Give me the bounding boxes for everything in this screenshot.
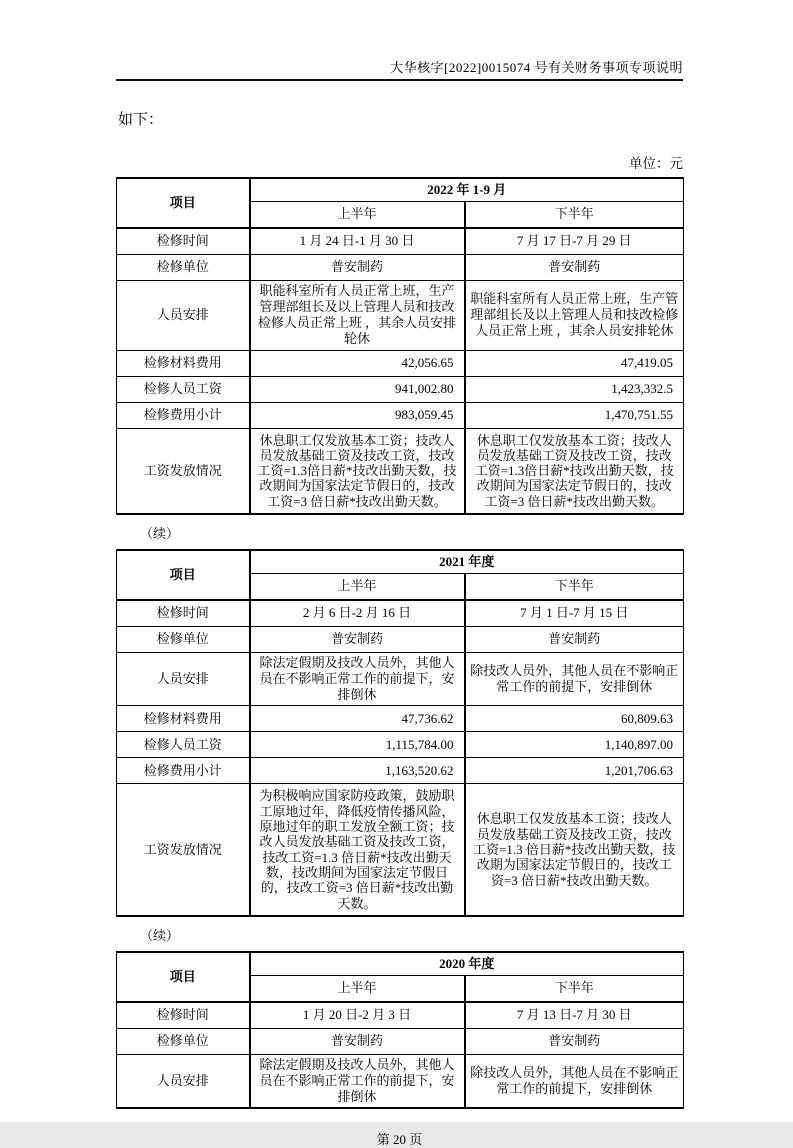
period-header: 2022 年 1-9 月 — [250, 178, 684, 201]
cell-first-half: 为积极响应国家防疫政策，鼓励职工原地过年，降低疫情传播风险，原地过年的职工发放全额工资；技改人员发放基础工资及技改工资，技改工资=1.3 倍日薪*技改出勤天数，技改期间为国家法定节假日的，技改工资=3 倍日薪*技改出勤天数。 — [250, 784, 465, 916]
cell-second-half-amount: 60,809.63 — [465, 706, 684, 732]
cell-second-half-amount: 1,201,706.63 — [465, 758, 684, 784]
row-label: 检修时间 — [117, 228, 250, 254]
page-number: 第 20 页 — [376, 1132, 423, 1148]
continued-label: （续） — [140, 928, 180, 944]
cell-first-half: 2 月 6 日-2 月 16 日 — [250, 600, 465, 626]
table-row-maintenance-time — [117, 228, 684, 254]
cell-second-half: 7 月 13 日-7 月 30 日 — [465, 1002, 684, 1028]
row-label: 检修人员工资 — [117, 376, 250, 402]
cell-first-half: 普安制药 — [250, 626, 465, 652]
row-label: 检修时间 — [117, 600, 250, 626]
cell-second-half: 休息职工仅发放基本工资；技改人员发放基础工资及技改工资，技改工资=1.3倍日薪*技改出勤天数，技改期间为国家法定节假日的，技改工资=3 倍日薪*技改出勤天数。 — [465, 428, 684, 514]
column-header-second-half: 下半年 — [465, 573, 684, 600]
row-label: 检修人员工资 — [117, 732, 250, 758]
cell-second-half: 普安制药 — [465, 626, 684, 652]
column-header-second-half: 下半年 — [465, 975, 684, 1002]
document-header-title: 大华核字[2022]0015074 号有关财务事项专项说明 — [116, 57, 683, 81]
cell-first-half-amount: 1,115,784.00 — [250, 732, 465, 758]
cell-first-half-amount: 1,163,520.62 — [250, 758, 465, 784]
cell-first-half-amount: 47,736.62 — [250, 706, 465, 732]
cell-first-half: 1 月 20 日-2 月 3 日 — [250, 1002, 465, 1028]
table-row-maintenance-unit — [117, 626, 684, 652]
row-label: 检修费用小计 — [117, 402, 250, 428]
table-row-maintenance-unit — [117, 254, 684, 280]
table-row-maintenance-time — [117, 1002, 684, 1028]
column-header-item: 项目 — [117, 550, 250, 600]
unit-label: 单位：元 — [629, 156, 683, 171]
table-row-maintenance-unit — [117, 1028, 684, 1054]
table-header-row — [117, 952, 684, 975]
column-header-first-half: 上半年 — [250, 975, 465, 1002]
cell-second-half: 休息职工仅发放基本工资；技改人员发放基础工资及技改工资，技改工资=1.3 倍日薪*技改出勤天数，技改期为国家法定节假日的，技改工资=3 倍日薪*技改出勤天数。 — [465, 784, 684, 916]
table-row-wage-payment — [117, 784, 684, 916]
cell-second-half-amount: 1,423,332.5 — [465, 376, 684, 402]
row-label: 人员安排 — [117, 280, 250, 350]
cell-first-half: 普安制药 — [250, 1028, 465, 1054]
row-label: 检修材料费用 — [117, 350, 250, 376]
row-label: 检修材料费用 — [117, 706, 250, 732]
continued-label: （续） — [140, 526, 180, 542]
column-header-first-half: 上半年 — [250, 573, 465, 600]
cell-second-half-amount: 47,419.05 — [465, 350, 684, 376]
maintenance-table-2021 — [116, 549, 684, 917]
period-header: 2021 年度 — [250, 550, 684, 573]
table-row-wage-payment — [117, 428, 684, 514]
cell-first-half: 除法定假期及技改人员外，其他人员在不影响正常工作的前提下，安排倒休 — [250, 652, 465, 706]
column-header-second-half: 下半年 — [465, 201, 684, 228]
table-row-staff-arrangement — [117, 652, 684, 706]
table-row-staff-arrangement — [117, 280, 684, 350]
intro-text: 如下： — [118, 112, 164, 128]
table-row-maintenance-time — [117, 600, 684, 626]
cell-second-half: 普安制药 — [465, 1028, 684, 1054]
table-row-cost-subtotal — [117, 402, 684, 428]
document-content — [116, 0, 683, 1148]
cell-first-half: 普安制药 — [250, 254, 465, 280]
row-label: 检修单位 — [117, 626, 250, 652]
cell-second-half-amount: 1,140,897.00 — [465, 732, 684, 758]
row-label: 工资发放情况 — [117, 428, 250, 514]
row-label: 检修单位 — [117, 1028, 250, 1054]
table-row-staff-wages — [117, 732, 684, 758]
cell-first-half: 1 月 24 日-1 月 30 日 — [250, 228, 465, 254]
table-row-material-cost — [117, 350, 684, 376]
row-label: 检修单位 — [117, 254, 250, 280]
cell-first-half-amount: 42,056.65 — [250, 350, 465, 376]
column-header-item: 项目 — [117, 952, 250, 1002]
cell-second-half: 7 月 17 日-7 月 29 日 — [465, 228, 684, 254]
table-row-staff-wages — [117, 376, 684, 402]
column-header-first-half: 上半年 — [250, 201, 465, 228]
table-row-material-cost — [117, 706, 684, 732]
row-label: 工资发放情况 — [117, 784, 250, 916]
table-header-row — [117, 550, 684, 573]
cell-second-half: 职能科室所有人员正常上班，生产管理部组长及以上管理人员和技改检修人员正常上班 ，其余人员安排轮休 — [465, 280, 684, 350]
row-label: 人员安排 — [117, 652, 250, 706]
row-label: 检修时间 — [117, 1002, 250, 1028]
cell-first-half: 职能科室所有人员正常上班，生产管理部组长及以上管理人员和技改检修人员正常上班 ，其余人员安排轮休 — [250, 280, 465, 350]
column-header-item: 项目 — [117, 178, 250, 228]
cell-second-half: 除技改人员外，其他人员在不影响正常工作的前提下，安排倒休 — [465, 652, 684, 706]
period-header: 2020 年度 — [250, 952, 684, 975]
cell-first-half: 除法定假期及技改人员外，其他人员在不影响正常工作的前提下，安排倒休 — [250, 1054, 465, 1108]
cell-second-half: 普安制药 — [465, 254, 684, 280]
table-row-cost-subtotal — [117, 758, 684, 784]
table-header-row — [117, 178, 684, 201]
cell-second-half: 7 月 1 日-7 月 15 日 — [465, 600, 684, 626]
cell-first-half-amount: 941,002.80 — [250, 376, 465, 402]
cell-second-half-amount: 1,470,751.55 — [465, 402, 684, 428]
maintenance-table-2022 — [116, 177, 684, 515]
cell-first-half-amount: 983,059.45 — [250, 402, 465, 428]
cell-second-half: 除技改人员外，其他人员在不影响正常工作的前提下，安排倒休 — [465, 1054, 684, 1108]
maintenance-table-2020 — [116, 951, 684, 1109]
table-row-staff-arrangement — [117, 1054, 684, 1108]
cell-first-half: 休息职工仅发放基本工资；技改人员发放基础工资及技改工资，技改工资=1.3倍日薪*技改出勤天数，技改期间为国家法定节假日的，技改工资=3 倍日薪*技改出勤天数。 — [250, 428, 465, 514]
row-label: 检修费用小计 — [117, 758, 250, 784]
row-label: 人员安排 — [117, 1054, 250, 1108]
